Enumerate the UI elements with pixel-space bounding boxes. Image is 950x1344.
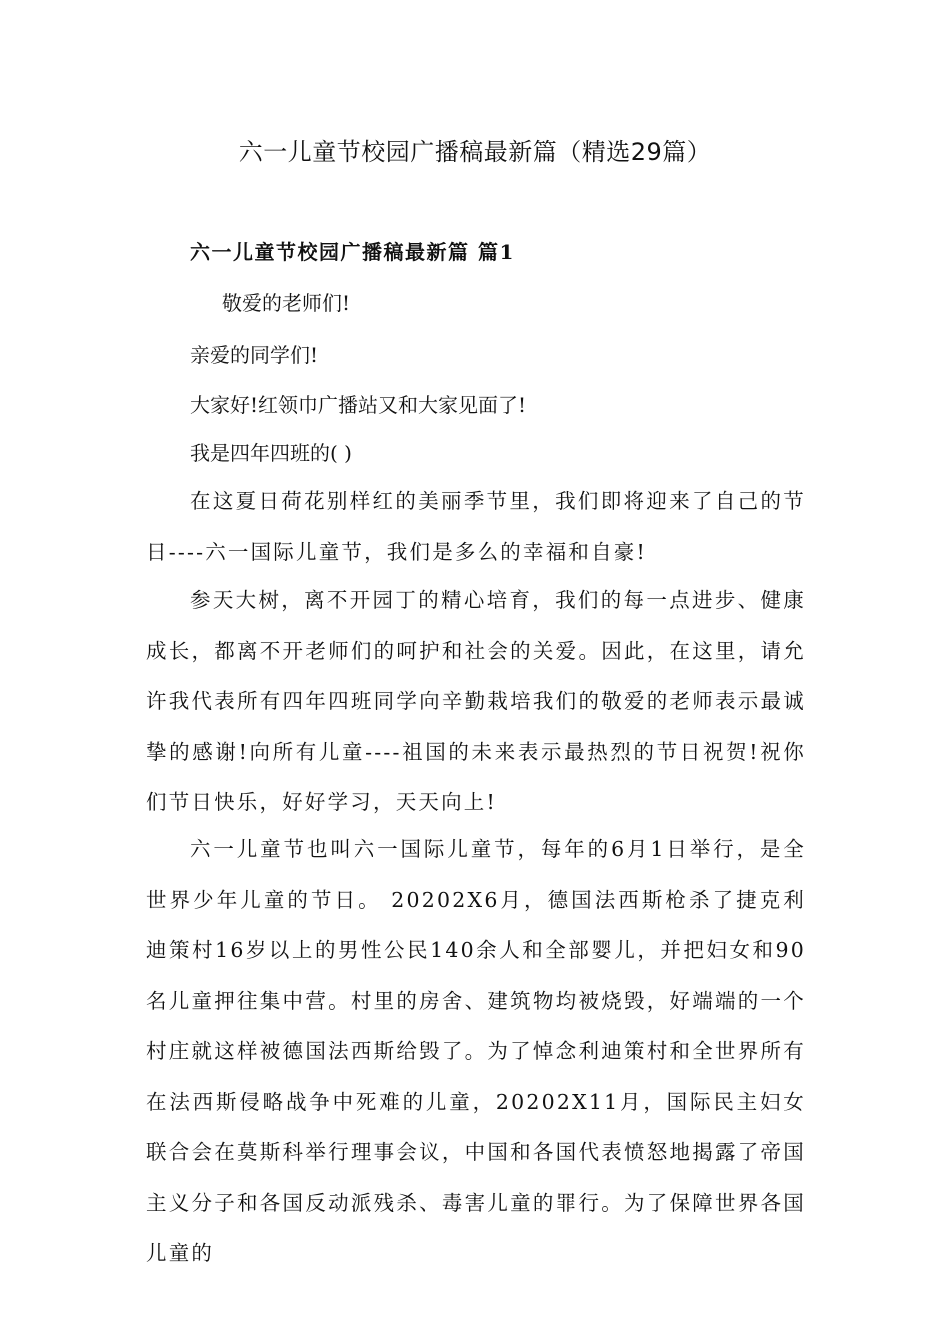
section-heading: 六一儿童节校园广播稿最新篇 篇1 <box>190 240 515 264</box>
paragraph-2: 参天大树，离不开园丁的精心培育，我们的每一点进步、健康成长，都离不开老师们的呵护和社会的关爱。因此，在这里，请允许我代表所有四年四班同学向辛勤栽培我们的敬爱的老师表示最诚挚的感谢!向所有儿童----祖国的未来表示最热烈的节日祝贺!祝你们节日快乐，好好学习，天天向上! <box>146 588 806 814</box>
greeting-teachers: 敬爱的老师们! <box>222 291 351 315</box>
document-title: 六一儿童节校园广播稿最新篇（精选29篇） <box>238 138 712 166</box>
paragraph-3: 六一儿童节也叫六一国际儿童节，每年的6月1日举行，是全世界少年儿童的节日。 20202X6月，德国法西斯枪杀了捷克利迪策村16岁以上的男性公民140余人和全部婴儿，并把妇女和90名儿童押往集中营。村里的房舍、建筑物均被烧毁，好端端的一个村庄就这样被德国法西斯给毁了。为了悼念利迪策村和全世界所有在法西斯侵略战争中死难的儿童，20202X11月，国际民主妇女联合会在莫斯科举行理事会议，中国和各国代表愤怒地揭露了帝国主义分子和各国反动派残杀、毒害儿童的罪行。为了保障世界各国儿童的 <box>146 837 806 1265</box>
greeting-everyone: 大家好!红领巾广播站又和大家见面了! <box>190 393 527 417</box>
greeting-classmates: 亲爱的同学们! <box>190 343 319 367</box>
greeting-speaker: 我是四年四班的( ) <box>190 441 352 465</box>
paragraph-1: 在这夏日荷花别样红的美丽季节里，我们即将迎来了自己的节日----六一国际儿童节，我们是多么的幸福和自豪! <box>146 489 806 564</box>
